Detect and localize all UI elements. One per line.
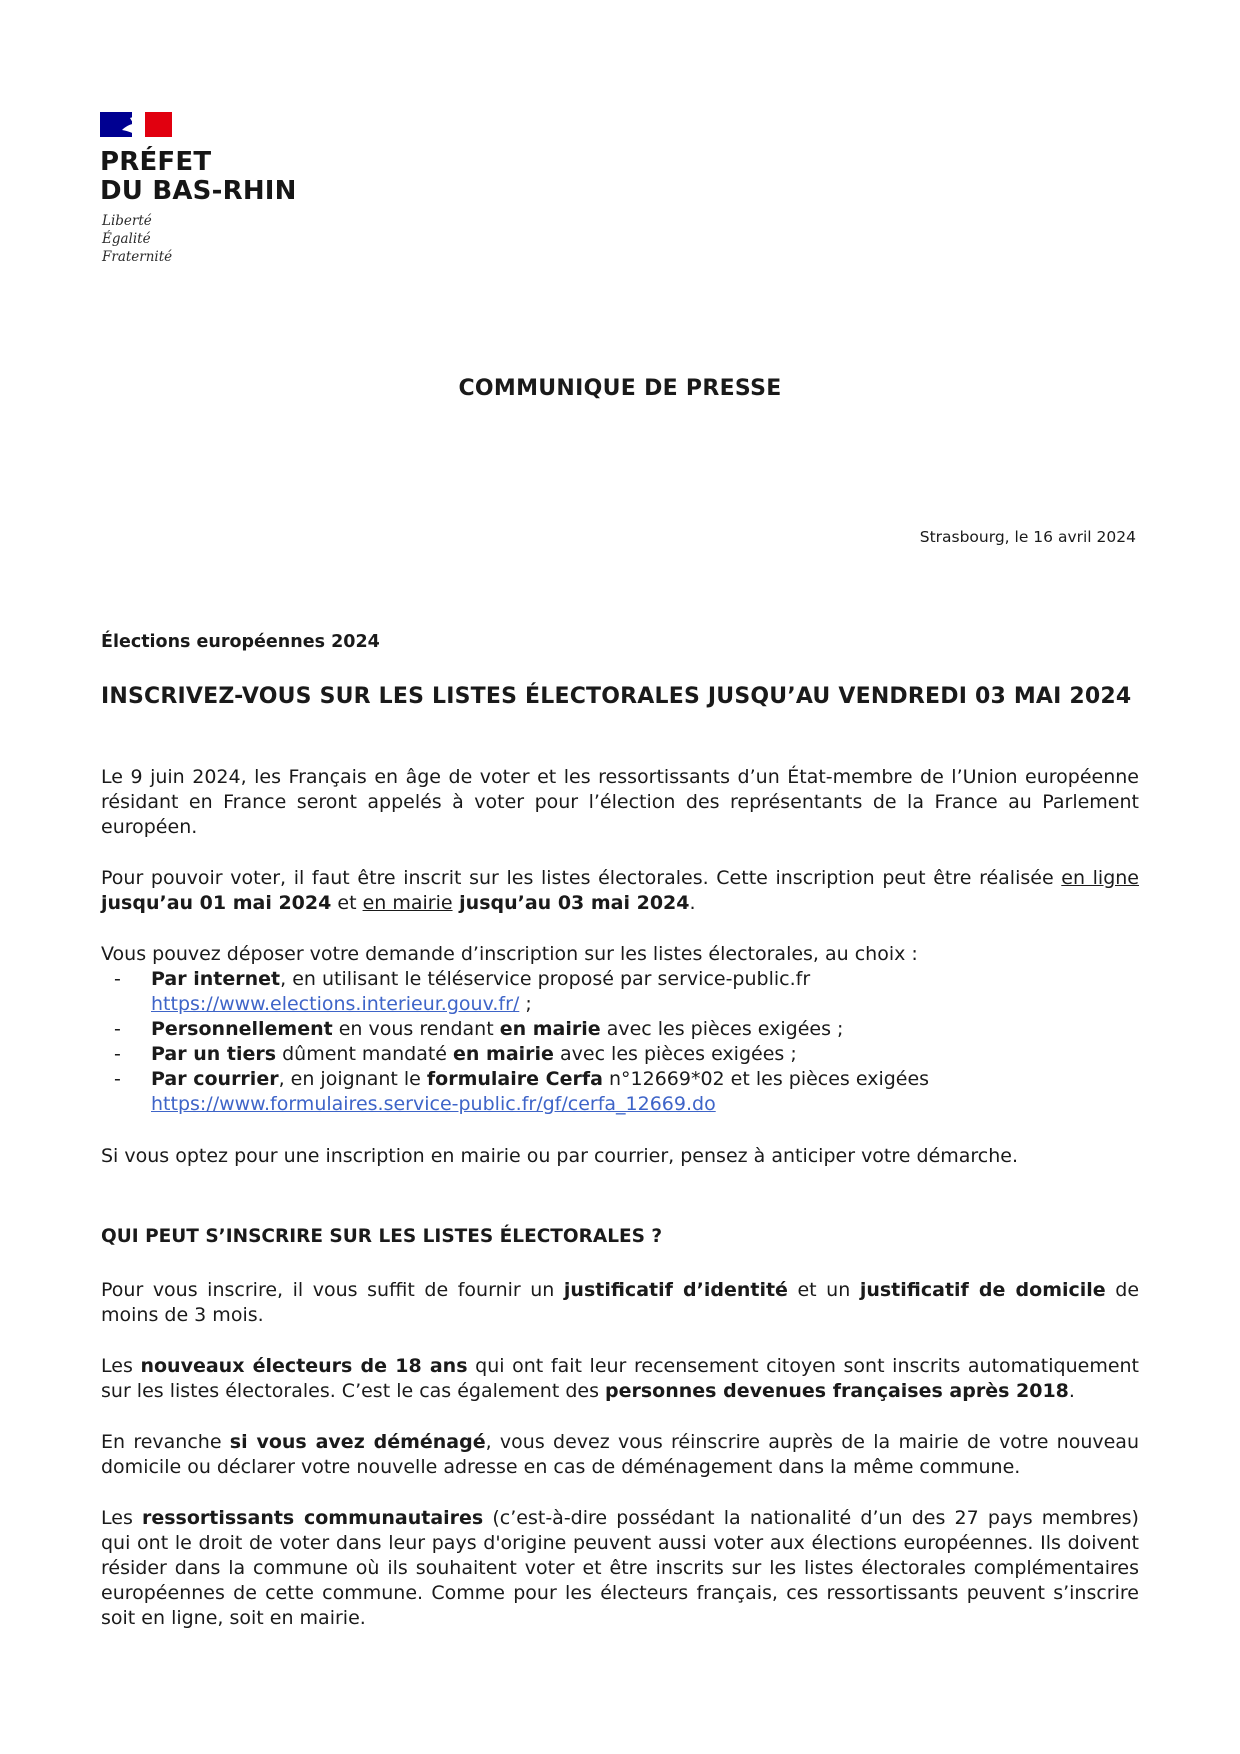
text: Pour pouvoir voter, il faut être inscrit sur les listes électorales. Cette inscription peut être réalisée [101, 867, 1062, 889]
paragraph-intro: Le 9 juin 2024, les Français en âge de voter et les ressortissants d’un État-membre de l’Union européenne résidant en France seront appelés à voter pour l’élection des représentants de la France au Parlement européen. [101, 766, 1139, 838]
option-tiers: Par un tiers [151, 1043, 277, 1065]
text: qui ont fait leur recensement citoyen sont inscrits automatiquement sur les listes électorales. C’est le cas également des [101, 1355, 1140, 1402]
republique-francaise-flag-icon [100, 112, 172, 137]
list-item [101, 1067, 1139, 1117]
underlined-mairie: en mairie [362, 892, 453, 914]
paragraph-anticipate: Si vous optez pour une inscription en mairie ou par courrier, pensez à anticiper votre démarche. [101, 1145, 1019, 1167]
section-heading: QUI PEUT S’INSCRIRE SUR LES LISTES ÉLECTORALES ? [101, 1226, 663, 1247]
text: , en utilisant le téléservice proposé par service-public.fr [280, 968, 811, 990]
bold-text: justificatif de domicile [859, 1279, 1106, 1301]
logo-wordmark [100, 148, 340, 206]
option-courrier: Par courrier [151, 1068, 279, 1090]
text: , en joignant le [278, 1068, 427, 1090]
text: n°12669*02 et les pièces exigées [602, 1068, 930, 1090]
text: Les [101, 1507, 142, 1529]
republic-motto [102, 212, 172, 266]
bold-deadline-online: jusqu’au 01 mai 2024 [101, 892, 332, 914]
list-dash: - [114, 1043, 121, 1065]
paragraph-registration [101, 866, 1139, 916]
text: En revanche [101, 1431, 230, 1453]
text: et un [787, 1279, 860, 1301]
subject-line: Élections européennes 2024 [101, 632, 380, 652]
document-title: COMMUNIQUE DE PRESSE [458, 376, 782, 401]
logo-line-2: DU BAS-RHIN [100, 176, 297, 206]
elections-link[interactable]: https://www.elections.interieur.gouv.fr/ [151, 993, 520, 1015]
option-personnellement: Personnellement [151, 1018, 333, 1040]
text: Les [101, 1355, 141, 1377]
logo-line-1: PRÉFET [100, 147, 212, 177]
bold-text: ressortissants communautaires [141, 1507, 484, 1529]
text: en vous rendant [332, 1018, 500, 1040]
paragraph-documents [101, 1278, 1139, 1328]
motto-egalite: Égalité [102, 231, 151, 247]
list-dash: - [114, 1068, 121, 1090]
cerfa-link[interactable]: https://www.formulaires.service-public.fr/gf/cerfa_12669.do [151, 1093, 716, 1115]
text: et [331, 892, 363, 914]
text: Pour vous inscrire, il vous suffit de fournir un [101, 1279, 564, 1301]
options-list [101, 967, 1139, 1117]
bold-text: en mairie [453, 1043, 554, 1065]
headline: INSCRIVEZ-VOUS SUR LES LISTES ÉLECTORALES JUSQU’AU VENDREDI 03 MAI 2024 [101, 684, 1132, 709]
list-item [101, 1042, 1139, 1067]
underlined-online: en ligne [1061, 867, 1140, 889]
paragraph-eu-citizens [101, 1506, 1139, 1631]
list-item [101, 1017, 1139, 1042]
bold-deadline-mairie: jusqu’au 03 mai 2024 [452, 892, 690, 914]
text: avec les pièces exigées ; [553, 1043, 797, 1065]
text: ; [519, 993, 532, 1015]
dateline: Strasbourg, le 16 avril 2024 [919, 528, 1136, 546]
paragraph-options [101, 942, 1139, 1117]
bold-text: formulaire Cerfa [426, 1068, 603, 1090]
bold-text: si vous avez déménagé [229, 1431, 486, 1453]
option-internet: Par internet [151, 968, 281, 990]
text: , vous devez vous réinscrire auprès de la mairie de votre nouveau domicile ou déclarer votre nouvelle adresse en cas de déménagement dans la même commune. [101, 1431, 1139, 1478]
paragraph-new-voters [101, 1354, 1139, 1404]
bold-text: justificatif d’identité [563, 1279, 788, 1301]
list-item [101, 967, 1139, 1017]
list-dash: - [114, 1018, 121, 1040]
text: (c’est-à-dire possédant la nationalité d’un des 27 pays membres) qui ont le droit de voter dans leur pays d'origine peuvent aussi voter aux élections européennes. Ils doivent résider dans la commune où ils souhaitent voter et être inscrits sur les listes électorales complémentaires européennes de cette commune. Comme pour les électeurs français, ces ressortissants peuvent s’inscrire soit en ligne, soit en mairie. [101, 1507, 1139, 1629]
text: dûment mandaté [276, 1043, 454, 1065]
motto-fraternite: Fraternité [102, 249, 173, 265]
text: . [1068, 1380, 1075, 1402]
paragraph-moved [101, 1430, 1139, 1480]
text: . [689, 892, 696, 914]
motto-liberte: Liberté [102, 213, 152, 229]
bold-text: en mairie [499, 1018, 601, 1040]
text: avec les pièces exigées ; [600, 1018, 844, 1040]
text: de moins de 3 mois. [101, 1279, 1140, 1326]
bold-text: nouveaux électeurs de 18 ans [140, 1355, 468, 1377]
list-dash: - [114, 968, 121, 990]
bold-text: personnes devenues françaises après 2018 [605, 1380, 1069, 1402]
options-intro: Vous pouvez déposer votre demande d’inscription sur les listes électorales, au choix : [101, 943, 918, 965]
